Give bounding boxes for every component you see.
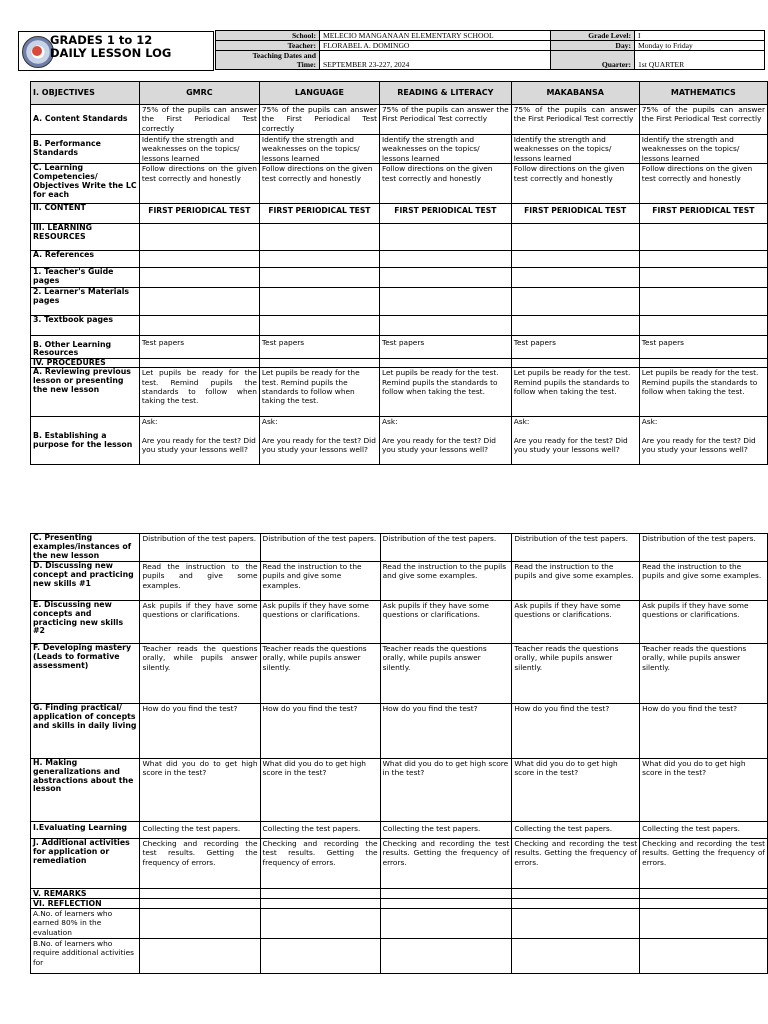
content-row bbox=[31, 204, 768, 224]
quarter-label: Quarter: bbox=[551, 51, 635, 70]
cell: Collecting the test papers. bbox=[512, 822, 640, 839]
cell: Teacher reads the questions orally, while pupils answer silently. bbox=[512, 644, 640, 704]
grade-level-value: I bbox=[635, 31, 765, 41]
row-label: E. Discussing new concepts and practicing new skills #2 bbox=[31, 601, 140, 644]
mastery-row bbox=[31, 644, 768, 704]
cell: Let pupils be ready for the test. Remind pupils the standards to follow when taking the test. bbox=[259, 368, 379, 417]
cell: Distribution of the test papers. bbox=[380, 534, 512, 562]
discussing-2-row bbox=[31, 601, 768, 644]
column-header-row bbox=[31, 82, 768, 105]
cell: Checking and recording the test results. Getting the frequency of errors. bbox=[640, 839, 768, 889]
day-label: Day: bbox=[551, 41, 635, 51]
reflection-a-row bbox=[31, 909, 768, 939]
cell: What did you do to get high score in the test? bbox=[380, 759, 512, 822]
row-label: B.No. of learners who require additional activities for bbox=[31, 939, 140, 974]
learners-materials-row bbox=[31, 288, 768, 316]
title-line-1: GRADES 1 to 12 bbox=[50, 33, 153, 47]
cell: How do you find the test? bbox=[640, 704, 768, 759]
content-standards-row bbox=[31, 105, 768, 135]
cell: How do you find the test? bbox=[260, 704, 380, 759]
other-resources-row bbox=[31, 336, 768, 359]
cell: Ask: Are you ready for the test? Did you study your lessons well? bbox=[511, 417, 639, 465]
row-label: A. Reviewing previous lesson or presenting the new lesson bbox=[31, 368, 140, 417]
cell: Distribution of the test papers. bbox=[512, 534, 640, 562]
cell: FIRST PERIODICAL TEST bbox=[639, 204, 767, 224]
lesson-log-table-part-2 bbox=[30, 533, 768, 974]
cell: Distribution of the test papers. bbox=[260, 534, 380, 562]
subject-makabansa: MAKABANSA bbox=[511, 82, 639, 105]
header-info-table bbox=[215, 30, 765, 70]
cell: Identify the strength and weaknesses on the topics/ lessons learned bbox=[259, 135, 379, 164]
cell: Test papers bbox=[639, 336, 767, 359]
evaluating-row bbox=[31, 822, 768, 839]
cell: FIRST PERIODICAL TEST bbox=[139, 204, 259, 224]
cell: Read the instruction to the pupils and give some examples. bbox=[140, 562, 260, 601]
row-label: B. Establishing a purpose for the lesson bbox=[31, 417, 140, 465]
cell: Follow directions on the given test correctly and honestly bbox=[639, 164, 767, 204]
cell: What did you do to get high score in the test? bbox=[260, 759, 380, 822]
row-label: VI. REFLECTION bbox=[31, 899, 140, 909]
cell: FIRST PERIODICAL TEST bbox=[259, 204, 379, 224]
additional-row bbox=[31, 839, 768, 889]
cell: 75% of the pupils can answer the First Periodical Test correctly bbox=[259, 105, 379, 135]
lesson-log-table-part-1 bbox=[30, 81, 768, 465]
day-value: Monday to Friday bbox=[635, 41, 765, 51]
row-label: C. Presenting examples/instances of the new lesson bbox=[31, 534, 140, 562]
references-row bbox=[31, 251, 768, 268]
cell: How do you find the test? bbox=[140, 704, 260, 759]
row-label: A.No. of learners who earned 80% in the evaluation bbox=[31, 909, 140, 939]
discussing-1-row bbox=[31, 562, 768, 601]
learning-resources-row bbox=[31, 224, 768, 251]
cell: Let pupils be ready for the test. Remind pupils the standards to follow when taking the test. bbox=[639, 368, 767, 417]
textbook-row bbox=[31, 316, 768, 336]
cell: Collecting the test papers. bbox=[640, 822, 768, 839]
row-label: D. Discussing new concept and practicing new skills #1 bbox=[31, 562, 140, 601]
row-label: II. CONTENT bbox=[31, 204, 140, 224]
row-label: 1. Teacher's Guide pages bbox=[31, 268, 140, 288]
teacher-label: Teacher: bbox=[216, 41, 320, 51]
cell: How do you find the test? bbox=[512, 704, 640, 759]
competencies-row bbox=[31, 164, 768, 204]
cell: Collecting the test papers. bbox=[140, 822, 260, 839]
school-value: MELECIO MANGANAAN ELEMENTARY SCHOOL bbox=[320, 31, 551, 41]
cell: Ask: Are you ready for the test? Did you study your lessons well? bbox=[639, 417, 767, 465]
cell: Identify the strength and weaknesses on the topics/ lessons learned bbox=[511, 135, 639, 164]
cell: FIRST PERIODICAL TEST bbox=[511, 204, 639, 224]
subject-mathematics: MATHEMATICS bbox=[639, 82, 767, 105]
cell: Distribution of the test papers. bbox=[140, 534, 260, 562]
cell: Follow directions on the given test correctly and honestly bbox=[511, 164, 639, 204]
cell: Read the instruction to the pupils and give some examples. bbox=[512, 562, 640, 601]
reflection-row bbox=[31, 899, 768, 909]
row-label: H. Making generalizations and abstractions about the lesson bbox=[31, 759, 140, 822]
presenting-row bbox=[31, 534, 768, 562]
cell: Ask pupils if they have some questions or clarifications. bbox=[380, 601, 512, 644]
cell: Ask pupils if they have some questions or clarifications. bbox=[640, 601, 768, 644]
cell: Follow directions on the given test correctly and honestly bbox=[259, 164, 379, 204]
cell: Read the instruction to the pupils and give some examples. bbox=[640, 562, 768, 601]
performance-standards-row bbox=[31, 135, 768, 164]
cell: What did you do to get high score in the test? bbox=[640, 759, 768, 822]
cell: 75% of the pupils can answer the First Periodical Test correctly bbox=[139, 105, 259, 135]
cell: Ask pupils if they have some questions or clarifications. bbox=[260, 601, 380, 644]
cell: 75% of the pupils can answer the First Periodical Test correctly bbox=[639, 105, 767, 135]
objectives-heading: I. OBJECTIVES bbox=[31, 82, 140, 105]
cell: Test papers bbox=[379, 336, 511, 359]
row-label: A. References bbox=[31, 251, 140, 268]
header-title-box bbox=[18, 31, 214, 71]
cell: Let pupils be ready for the test. Remind pupils the standards to follow when taking the test. bbox=[139, 368, 259, 417]
cell: Ask pupils if they have some questions or clarifications. bbox=[140, 601, 260, 644]
row-label: A. Content Standards bbox=[31, 105, 140, 135]
cell: FIRST PERIODICAL TEST bbox=[379, 204, 511, 224]
cell: Collecting the test papers. bbox=[380, 822, 512, 839]
cell: What did you do to get high score in the test? bbox=[512, 759, 640, 822]
quarter-value: 1st QUARTER bbox=[635, 51, 765, 70]
reviewing-row bbox=[31, 368, 768, 417]
cell: Read the instruction to the pupils and give some examples. bbox=[260, 562, 380, 601]
cell: Let pupils be ready for the test. Remind pupils the standards to follow when taking the test. bbox=[511, 368, 639, 417]
cell: Follow directions on the given test correctly and honestly bbox=[379, 164, 511, 204]
subject-gmrc: GMRC bbox=[139, 82, 259, 105]
document-title bbox=[50, 34, 171, 60]
cell: What did you do to get high score in the test? bbox=[140, 759, 260, 822]
cell: 75% of the pupils can answer the First Periodical Test correctly bbox=[379, 105, 511, 135]
row-label: G. Finding practical/ application of concepts and skills in daily living bbox=[31, 704, 140, 759]
subject-reading-literacy: READING & LITERACY bbox=[379, 82, 511, 105]
cell: Teacher reads the questions orally, while pupils answer silently. bbox=[260, 644, 380, 704]
grade-level-label: Grade Level: bbox=[551, 31, 635, 41]
finding-row bbox=[31, 704, 768, 759]
cell: 75% of the pupils can answer the First Periodical Test correctly bbox=[511, 105, 639, 135]
cell: Checking and recording the test results. Getting the frequency of errors. bbox=[380, 839, 512, 889]
row-label: J. Additional activities for application or remediation bbox=[31, 839, 140, 889]
row-label: C. Learning Competencies/ Objectives Write the LC for each bbox=[31, 164, 140, 204]
row-label: I.Evaluating Learning bbox=[31, 822, 140, 839]
cell: Distribution of the test papers. bbox=[640, 534, 768, 562]
row-label: III. LEARNING RESOURCES bbox=[31, 224, 140, 251]
cell: Checking and recording the test results. Getting the frequency of errors. bbox=[512, 839, 640, 889]
row-label: IV. PROCEDURES bbox=[31, 359, 140, 368]
cell: Checking and recording the test results. Getting the frequency of errors. bbox=[140, 839, 260, 889]
teachers-guide-row bbox=[31, 268, 768, 288]
cell: Test papers bbox=[139, 336, 259, 359]
row-label: F. Developing mastery (Leads to formative assessment) bbox=[31, 644, 140, 704]
cell: Ask: Are you ready for the test? Did you study your lessons well? bbox=[379, 417, 511, 465]
row-label: 3. Textbook pages bbox=[31, 316, 140, 336]
cell: Test papers bbox=[259, 336, 379, 359]
cell: Test papers bbox=[511, 336, 639, 359]
cell: Teacher reads the questions orally, while pupils answer silently. bbox=[140, 644, 260, 704]
teacher-value: FLORABEL A. DOMINGO bbox=[320, 41, 551, 51]
cell: Collecting the test papers. bbox=[260, 822, 380, 839]
cell: Ask: Are you ready for the test? Did you study your lessons well? bbox=[139, 417, 259, 465]
cell: Identify the strength and weaknesses on the topics/ lessons learned bbox=[379, 135, 511, 164]
row-label: 2. Learner's Materials pages bbox=[31, 288, 140, 316]
cell: Ask pupils if they have some questions or clarifications. bbox=[512, 601, 640, 644]
cell: Ask: Are you ready for the test? Did you study your lessons well? bbox=[259, 417, 379, 465]
generalizations-row bbox=[31, 759, 768, 822]
remarks-row bbox=[31, 889, 768, 899]
school-label: School: bbox=[216, 31, 320, 41]
cell: How do you find the test? bbox=[380, 704, 512, 759]
procedures-row bbox=[31, 359, 768, 368]
title-line-2: DAILY LESSON LOG bbox=[50, 46, 172, 60]
cell: Teacher reads the questions orally, while pupils answer silently. bbox=[640, 644, 768, 704]
cell: Teacher reads the questions orally, while pupils answer silently. bbox=[380, 644, 512, 704]
cell: Identify the strength and weaknesses on the topics/ lessons learned bbox=[139, 135, 259, 164]
row-label: V. REMARKS bbox=[31, 889, 140, 899]
cell: Checking and recording the test results. Getting the frequency of errors. bbox=[260, 839, 380, 889]
subject-language: LANGUAGE bbox=[259, 82, 379, 105]
cell: Let pupils be ready for the test. Remind pupils the standards to follow when taking the test. bbox=[379, 368, 511, 417]
row-label: B. Other Learning Resources bbox=[31, 336, 140, 359]
teaching-dates-label: Teaching Dates and Time: bbox=[216, 51, 320, 70]
row-label: B. Performance Standards bbox=[31, 135, 140, 164]
purpose-row bbox=[31, 417, 768, 465]
cell: Identify the strength and weaknesses on the topics/ lessons learned bbox=[639, 135, 767, 164]
cell: Follow directions on the given test correctly and honestly bbox=[139, 164, 259, 204]
teaching-dates-value: SEPTEMBER 23-227, 2024 bbox=[320, 51, 551, 70]
reflection-b-row bbox=[31, 939, 768, 974]
cell: Read the instruction to the pupils and give some examples. bbox=[380, 562, 512, 601]
